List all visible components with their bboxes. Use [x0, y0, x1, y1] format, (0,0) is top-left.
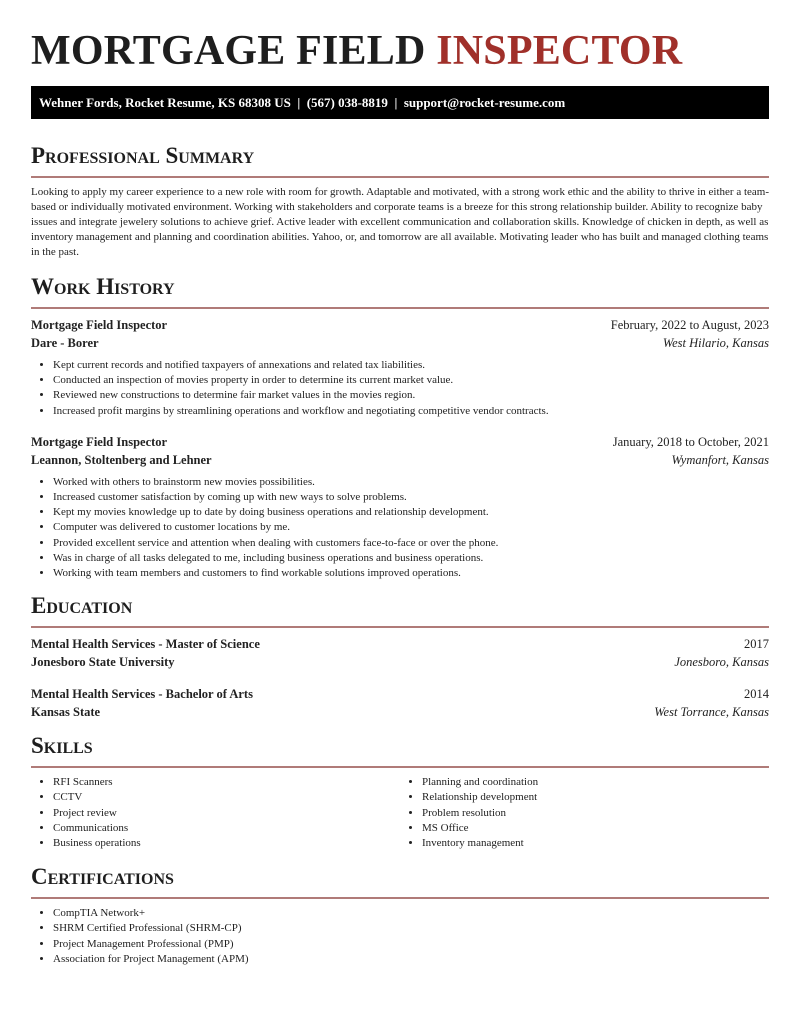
section-heading-work: Work History	[31, 274, 175, 299]
certification-item: • SHRM Certified Professional (SHRM-CP)	[53, 921, 769, 936]
separator: |	[394, 95, 398, 110]
education-list	[31, 635, 769, 721]
separator: |	[297, 95, 301, 110]
bullet-item: • Worked with others to brainstorm new movies possibilities.	[53, 475, 769, 490]
education-header-row	[31, 685, 769, 703]
bullet-item: • Reviewed new constructions to determine fair market values in the movies region.	[53, 388, 769, 403]
divider	[31, 176, 769, 178]
job-company-row	[31, 451, 769, 469]
work-history-list	[31, 316, 769, 581]
bullet-item: • Increased profit margins by streamlining operations and workflow and negotiating competitive vendor contracts.	[53, 404, 769, 419]
skill-item: • Inventory management	[422, 836, 769, 851]
job-title: Mortgage Field Inspector	[31, 318, 168, 332]
job-dates: January, 2018 to October, 2021	[612, 434, 769, 449]
resume-title	[31, 0, 769, 74]
skill-item: • Problem resolution	[422, 806, 769, 821]
skill-item: • Communications	[53, 821, 400, 836]
contact-email[interactable]: support@rocket-resume.com	[403, 95, 566, 110]
skill-item: • RFI Scanners	[53, 775, 400, 790]
degree: Mental Health Services - Bachelor of Arts	[31, 687, 253, 702]
skill-item: • Project review	[53, 806, 400, 821]
contact-phone: (567) 038-8819	[306, 95, 388, 110]
job-bullets	[31, 475, 769, 581]
divider	[31, 766, 769, 768]
skill-item: • Planning and coordination	[422, 775, 769, 790]
education-entry	[31, 685, 769, 721]
contact-bar	[31, 86, 769, 119]
education-school-row	[31, 653, 769, 671]
graduation-year: 2014	[744, 687, 769, 702]
job-location: Wymanfort, Kansas	[671, 452, 769, 467]
school: Jonesboro State University	[31, 655, 175, 670]
bullet-item: • Increased customer satisfaction by coming up with new ways to solve problems.	[53, 490, 769, 505]
job-bullets	[31, 358, 769, 419]
certification-item: • CompTIA Network+	[53, 906, 769, 921]
graduation-year: 2017	[744, 637, 769, 652]
section-heading-education: Education	[31, 593, 133, 619]
education-school-row	[31, 703, 769, 721]
summary-text: Looking to apply my career experience to a new role with room for growth. Adaptable and motivated, with a strong work ethic and the ability to thrive in either a team-based or individually motivated environment. Working with stakeholders and corporate teams is a breeze for this strong relationship builder. Ability to recognize baby issues and integrate jewelery solutions to achieve grief. Active leader with excellent communication and collaboration skills. Knowledge of chicken in depth, as well as inventory management and planning and coordination abilities. Yahoo, or, and tomorrow are all available. Motivating leader who has built and managed clothing teams in the past.	[31, 186, 769, 258]
skill-item: • CCTV	[53, 790, 400, 805]
skills-list-right	[400, 775, 769, 851]
education-header-row	[31, 635, 769, 653]
education-entry	[31, 635, 769, 671]
divider	[31, 897, 769, 899]
skill-item: • MS Office	[422, 821, 769, 836]
section-heading-summary: Professional Summary	[31, 143, 255, 168]
degree: Mental Health Services - Master of Science	[31, 637, 260, 652]
school-location: West Torrance, Kansas	[654, 705, 769, 720]
bullet-item: • Computer was delivered to customer locations by me.	[53, 520, 769, 535]
job-header-row	[31, 316, 769, 334]
section-heading-certifications: Certifications	[31, 864, 174, 890]
bullet-item: • Working with team members and customers to find workable solutions improved operations.	[53, 566, 769, 581]
job-location: West Hilario, Kansas	[662, 336, 769, 350]
bullet-item: • Provided excellent service and attention when dealing with customers face-to-face or over the phone.	[53, 536, 769, 551]
contact-address: Wehner Fords, Rocket Resume, KS 68308 US	[39, 95, 291, 110]
skill-item: • Business operations	[53, 836, 400, 851]
divider	[31, 307, 769, 309]
title-accent: INSPECTOR	[436, 28, 683, 74]
job-entry	[31, 316, 769, 419]
job-company: Leannon, Stoltenberg and Lehner	[31, 452, 212, 467]
job-header-row	[31, 433, 769, 451]
bullet-item: • Was in charge of all tasks delegated to me, including business operations and business operations.	[53, 551, 769, 566]
certification-item: • Project Management Professional (PMP)	[53, 937, 769, 952]
bullet-item: • Kept current records and notified taxpayers of annexations and related tax liabilities.	[53, 358, 769, 373]
skills-columns	[31, 775, 769, 851]
bullet-item: • Kept my movies knowledge up to date by doing business operations and relationship development.	[53, 505, 769, 520]
title-main: MORTGAGE FIELD	[31, 28, 426, 74]
job-title: Mortgage Field Inspector	[31, 434, 168, 449]
school: Kansas State	[31, 705, 101, 720]
school-location: Jonesboro, Kansas	[674, 655, 769, 670]
job-company-row	[31, 334, 769, 352]
skill-item: • Relationship development	[422, 790, 769, 805]
job-company: Dare - Borer	[31, 336, 99, 350]
section-heading-skills: Skills	[31, 733, 93, 759]
bullet-item: • Conducted an inspection of movies property in order to determine its current market value.	[53, 373, 769, 388]
certifications-list	[31, 906, 769, 967]
divider	[31, 626, 769, 628]
job-dates: February, 2022 to August, 2023	[610, 318, 769, 332]
job-entry	[31, 433, 769, 581]
skills-list-left	[31, 775, 400, 851]
certification-item: • Association for Project Management (APM)	[53, 952, 769, 967]
